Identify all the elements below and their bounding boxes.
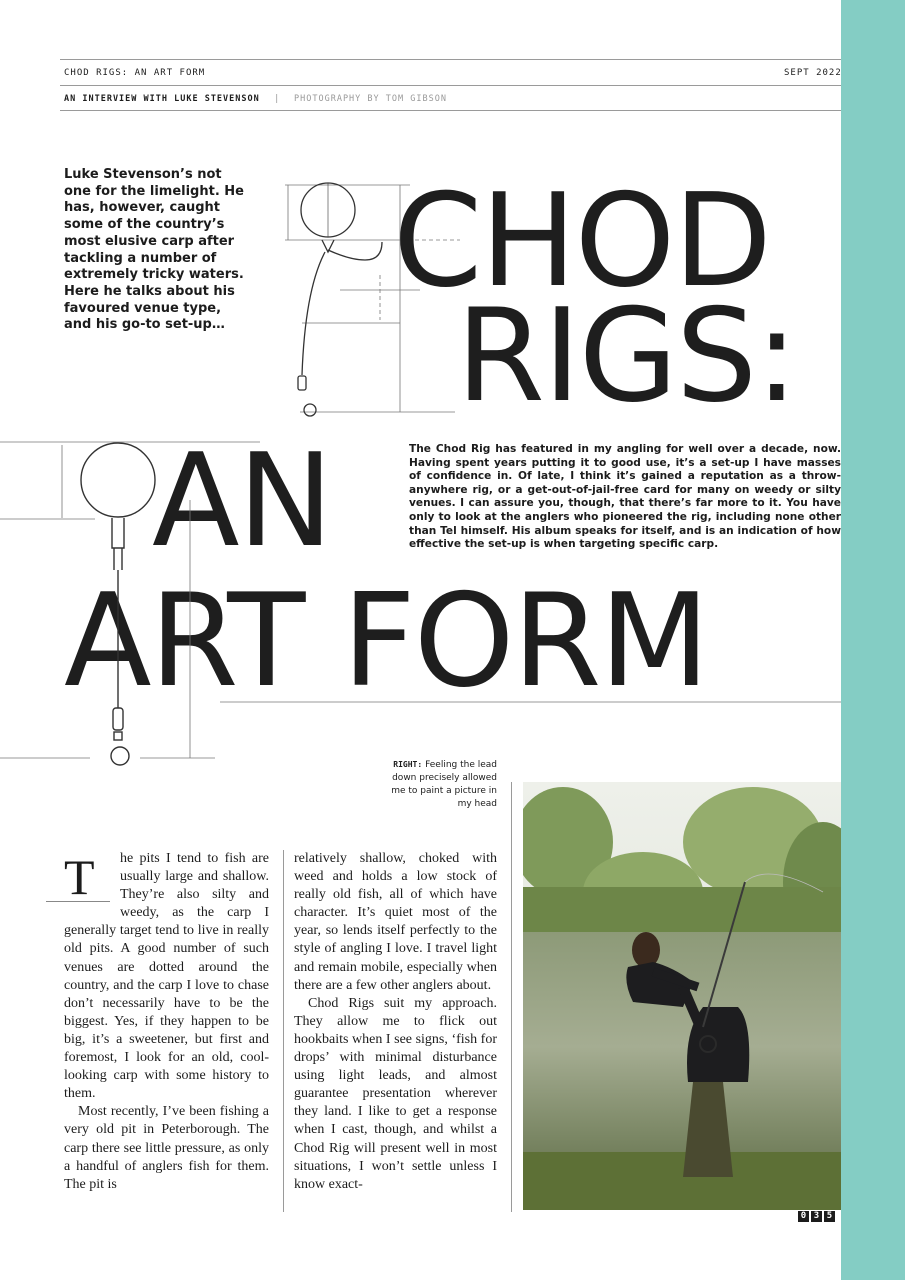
credit-separator: | <box>274 94 281 104</box>
page-digit: 3 <box>811 1211 822 1222</box>
caption-text: Feeling the lead down precisely allowed me to paint a picture in my head <box>391 760 497 809</box>
body-column-1 <box>64 850 269 1194</box>
headline-line-1: CHOD <box>393 167 770 316</box>
photo-rule <box>511 782 512 1212</box>
issue-date: SEPT 2022 <box>784 68 842 78</box>
caption-label: RIGHT: <box>393 760 423 769</box>
column-rule <box>283 850 284 1212</box>
page-number <box>798 1211 835 1222</box>
col1-paragraph-1: he pits I tend to fish are usually large and shallow. They’re also silty and weedy, as the carp I generally target tend to live in really old pits. A good number of such venues are dotted around the country, and the carp I love to chase don’t necessarily have to be the biggest. Yes, if they happen to be big, it’s a sweetener, but first and foremost, I look for an old, cool-looking carp with some history to them. <box>64 851 269 1102</box>
col1-paragraph-2: Most recently, I’ve been fishing a very old pit in Peterborough. The carp there see little pressure, as only a handful of anglers fish for them. The pit is <box>64 1104 269 1192</box>
intro-paragraph: The Chod Rig has featured in my angling for well over a decade, now. Having spent years putting it to good use, it’s a set-up I have masses of confidence in. Of late, I think it’s gained a reputation as a throw-anywhere rig, or a get-out-of-jail-free card for many on weedy or silty venues. I can assure you, though, that there’s far more to it. You have only to look at the anglers who pioneered the rig, including none other than Tel himself. His album speaks for itself, and is an indication of how effective the set-up is when targeting specific carp. <box>409 443 841 551</box>
interview-credit: AN INTERVIEW WITH LUKE STEVENSON <box>64 94 260 104</box>
headline-line-3: AN <box>152 427 332 576</box>
section-title: CHOD RIGS: AN ART FORM <box>64 68 206 78</box>
header-mid-rule <box>60 85 841 86</box>
headline-line-2: RIGS: <box>456 282 797 431</box>
teal-side-bar <box>841 0 905 1280</box>
col2-paragraph-2: Chod Rigs suit my approach. They allow me to flick out hookbaits when I see signs, ‘fish for drops’ with minimal disturbance using light leads, and almost guarantee presentation wherever they land. I like to get a response when I cast, though, and whilst a Chod Rig will present well in most situations, I won’t settle unless I know exact- <box>294 995 497 1192</box>
header-bottom-rule <box>60 110 841 111</box>
photo-credit: PHOTOGRAPHY BY TOM GIBSON <box>294 94 447 104</box>
lede-text: Luke Stevenson’s not one for the limelight. He has, however, caught some of the country’s most elusive carp after tackling a number of extremely tricky waters. Here he talks about his favoured venue type, and his go-to set-up… <box>64 167 244 333</box>
page-digit: 5 <box>824 1211 835 1222</box>
col2-paragraph-1: relatively shallow, choked with weed and holds a low stock of really old fish, all of which have character. It’s quiet most of the year, so lends itself perfectly to the style of angling I love. I travel light and remain mobile, especially when there are a few other anglers about. <box>294 851 497 993</box>
dropcap: T <box>46 850 110 902</box>
angler-photo <box>523 782 841 1210</box>
page-digit: 0 <box>798 1211 809 1222</box>
body-column-2 <box>294 850 497 1194</box>
headline-line-4: ART FORM <box>64 567 708 716</box>
photo-caption <box>380 758 497 811</box>
header-top-rule <box>60 59 841 60</box>
chod-rig-diagram-large <box>0 440 300 780</box>
